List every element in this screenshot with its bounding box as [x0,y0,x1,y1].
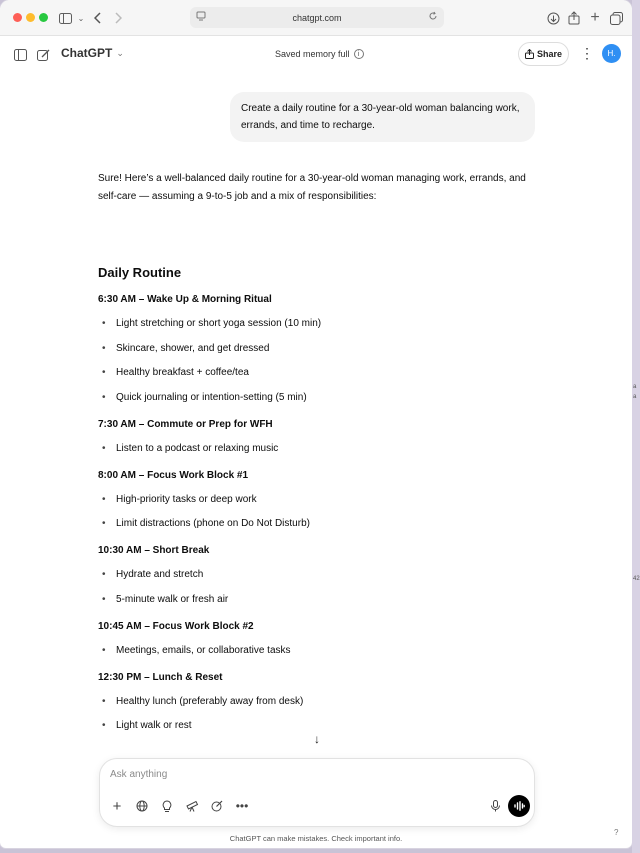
user-message: Create a daily routine for a 30-year-old woman balancing work, errands, and time to recharge. [230,92,535,142]
list-item: • Light walk or rest [98,717,540,735]
back-icon[interactable] [89,9,107,27]
list-item: • Healthy lunch (preferably away from desk) [98,693,540,711]
assistant-reply [98,170,540,744]
disclaimer-text: ChatGPT can make mistakes. Check important info. [229,834,403,843]
block-title: 7:30 AM – Commute or Prep for WFH [98,418,273,430]
block-title: 10:30 AM – Short Break [98,545,210,556]
voice-mode-button[interactable] [508,795,530,817]
zoom-window-button[interactable] [39,13,48,22]
avatar[interactable]: H. [602,44,621,63]
list-item: • Healthy breakfast + coffee/tea [98,364,540,382]
side-strip-label: a [633,384,637,390]
share-icon [525,49,534,59]
tabs-icon[interactable] [607,9,625,27]
share-button[interactable] [518,42,569,66]
bullet-list [98,693,540,736]
reload-icon[interactable] [428,11,438,23]
share-label: Share [536,49,562,59]
chevron-down-icon: ⌄ [116,47,124,58]
list-item: • Meetings, emails, or collaborative tasks [98,642,540,660]
reply-intro: Sure! Here’s a well-balanced daily routine for a 30-year-old woman managing work, errands, and self-care — assuming a 9-to-5 job and a mix of responsibilities: [98,173,526,202]
list-item: • Skincare, shower, and get dressed [98,340,540,358]
more-options-icon[interactable]: ⋮ [580,45,594,61]
lightbulb-icon[interactable] [156,795,178,817]
help-button[interactable]: ? [614,828,619,837]
app-header [0,36,632,74]
sidebar-icon[interactable] [11,46,29,64]
list-item: • Quick journaling or intention-setting (5 min) [98,389,540,407]
bullet-list [98,566,540,609]
list-item: • Listen to a podcast or relaxing music [98,440,540,458]
globe-icon[interactable] [131,795,153,817]
list-item: • Limit distractions (phone on Do Not Disturb) [98,515,540,533]
browser-toolbar [0,0,632,36]
bullet-list [98,642,540,660]
routine-block [98,618,540,660]
url-text: chatgpt.com [292,12,342,23]
bullet-list [98,491,540,534]
more-tools-icon[interactable]: ••• [235,799,249,813]
block-title: 8:00 AM – Focus Work Block #1 [98,469,249,481]
list-item: • High-priority tasks or deep work [98,491,540,509]
address-bar[interactable] [190,7,444,28]
minimize-window-button[interactable] [26,13,35,22]
block-title: 6:30 AM – Wake Up & Morning Ritual [98,294,272,305]
memory-status-text: Saved memory full [275,49,350,59]
routine-block [98,416,540,458]
brand-title: ChatGPT [61,46,113,60]
routine-block [98,291,540,407]
background-window-edge [632,0,640,853]
download-icon[interactable] [544,9,562,27]
routine-block [98,542,540,609]
voice-waveform-icon [514,801,525,811]
prompt-input[interactable] [110,769,510,780]
routine-block [98,467,540,534]
memory-status[interactable] [275,49,364,59]
telescope-icon[interactable] [181,795,203,817]
routine-heading: Daily Routine [98,265,182,280]
model-selector[interactable] [61,46,124,60]
composer [99,758,535,827]
page-settings-icon[interactable] [196,11,206,23]
list-item: • Hydrate and stretch [98,566,540,584]
image-create-icon[interactable] [206,795,228,817]
close-window-button[interactable] [13,13,22,22]
new-tab-icon[interactable]: + [590,9,600,26]
forward-icon[interactable] [109,9,127,27]
microphone-icon[interactable] [484,795,506,817]
scroll-down-icon[interactable]: ↓ [314,732,320,746]
new-chat-icon[interactable] [34,46,52,64]
block-title: 10:45 AM – Focus Work Block #2 [98,620,254,632]
routine-block [98,669,540,736]
list-item: • Light stretching or short yoga session (10 min) [98,315,540,333]
side-strip-label: 42 [633,576,640,582]
side-strip-label: a [633,394,637,400]
chevron-down-icon[interactable]: ⌄ [77,13,85,23]
list-item: • 5-minute walk or fresh air [98,591,540,609]
bullet-list [98,315,540,407]
info-icon[interactable]: i [354,49,364,59]
block-title: 12:30 PM – Lunch & Reset [98,671,223,683]
share-icon[interactable] [565,9,583,27]
bullet-list [98,440,540,458]
add-attachment-icon[interactable]: + [112,797,122,815]
